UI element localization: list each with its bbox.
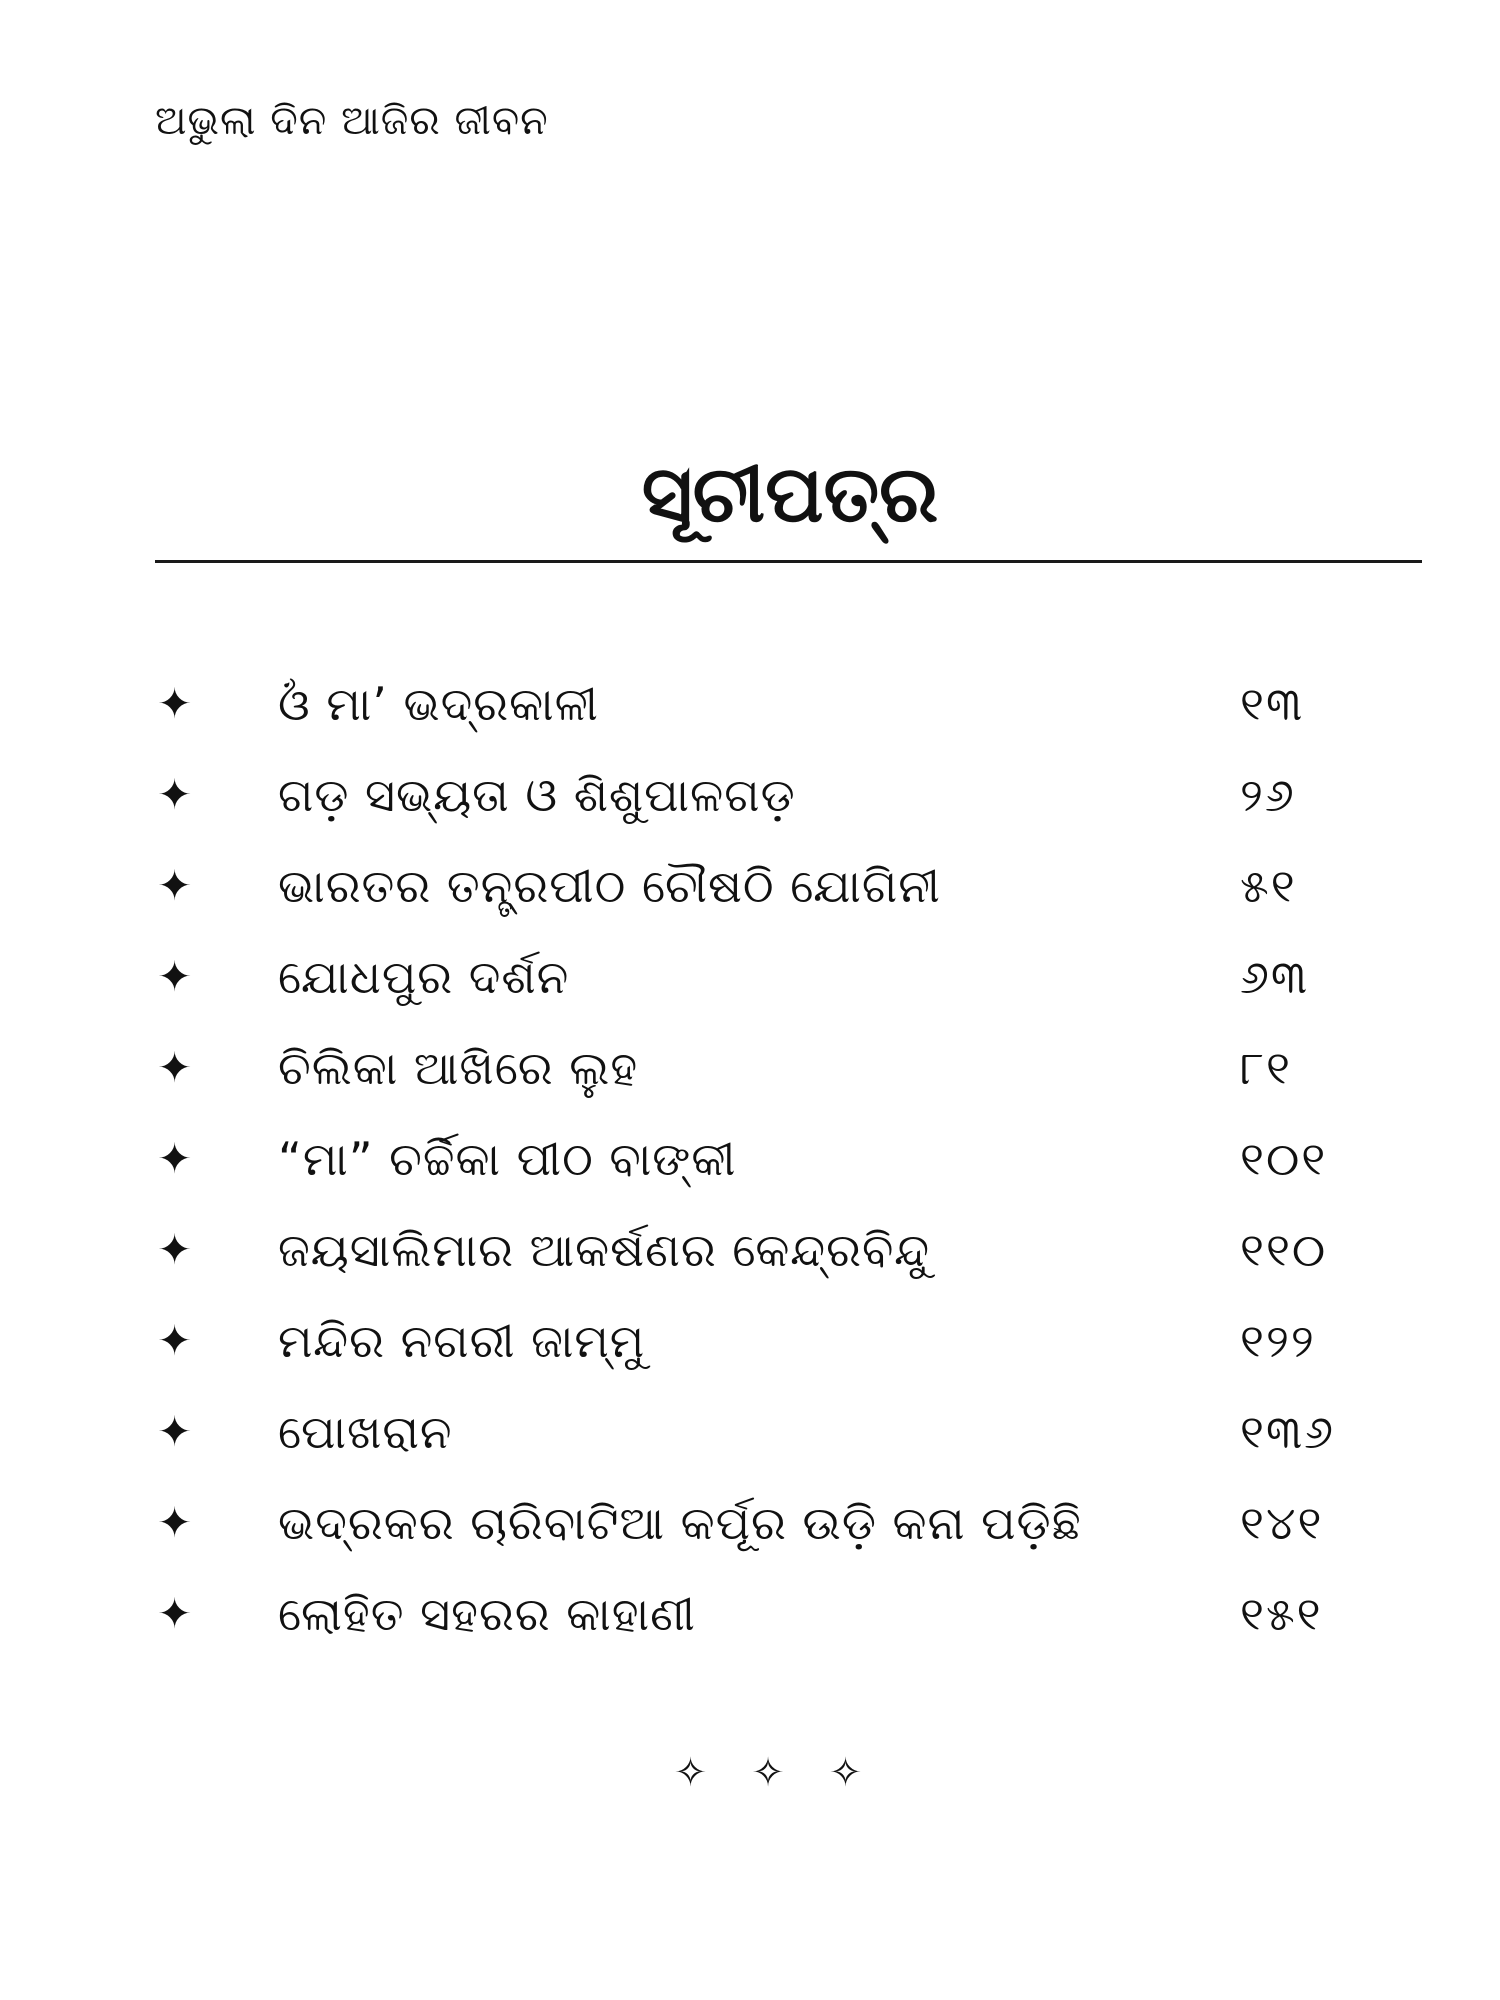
- star-bullet-icon: ✦: [157, 861, 193, 910]
- toc-entry-page: ୧୩: [1240, 677, 1305, 731]
- toc-entry-page: ୮୧: [1240, 1041, 1292, 1095]
- toc-entry[interactable]: [0, 756, 1500, 847]
- star-bullet-icon: ✦: [157, 1225, 193, 1274]
- toc-entry-title: ଭଦ୍ରକର ଚାରିବାଟିଆ କର୍ପୂର ଉଡ଼ି କନା ପଡ଼ିଛି: [278, 1496, 1082, 1550]
- toc-entry[interactable]: [0, 1393, 1500, 1484]
- star-bullet-icon: ✦: [157, 1407, 193, 1456]
- toc-entry[interactable]: [0, 1211, 1500, 1302]
- toc-entry-title: ଜୟସାଲିମାର ଆକର୍ଷଣର କେନ୍ଦ୍ରବିନ୍ଦୁ: [278, 1223, 931, 1277]
- toc-entry-title: ମନ୍ଦିର ନଗରୀ ଜାମ୍ମୁ: [278, 1314, 646, 1368]
- toc-entry[interactable]: [0, 665, 1500, 756]
- toc-entry[interactable]: [0, 1302, 1500, 1393]
- page-title: ସୂଚୀପତ୍ର: [641, 450, 939, 540]
- toc-entry-page: ୬୩: [1240, 950, 1310, 1004]
- toc-entry[interactable]: [0, 938, 1500, 1029]
- end-ornament-icon: ✧✧✧: [673, 1750, 907, 1796]
- star-bullet-icon: ✦: [157, 770, 193, 819]
- star-bullet-icon: ✦: [157, 952, 193, 1001]
- star-bullet-icon: ✦: [157, 1498, 193, 1547]
- toc-entry-page: ୧୦୧: [1240, 1132, 1328, 1186]
- toc-entry-page: ୧୪୧: [1240, 1496, 1324, 1550]
- toc-entry[interactable]: [0, 1484, 1500, 1575]
- toc-entry-title: ଗଡ଼ ସଭ୍ୟତା ଓ ଶିଶୁପାଳଗଡ଼: [278, 768, 796, 822]
- star-bullet-icon: ✦: [157, 1316, 193, 1365]
- toc-entry-page: ୧୨୨: [1240, 1314, 1316, 1368]
- toc-entry-page: ୧୩୬: [1240, 1405, 1336, 1459]
- toc-entry-page: ୧୧୦: [1240, 1223, 1328, 1277]
- title-divider: [155, 560, 1422, 563]
- toc-entry-title: ଚିଲିକା ଆଖିରେ ଲୁହ: [278, 1041, 639, 1095]
- toc-entry-page: ୨୬: [1240, 768, 1296, 822]
- toc-entry-title: ପୋଖରାନ: [278, 1405, 453, 1459]
- star-bullet-icon: ✦: [157, 1589, 193, 1638]
- toc-entry[interactable]: [0, 1029, 1500, 1120]
- toc-entry-title: ଭାରତର ତନ୍ତ୍ରପୀଠ ଚୌଷଠି ଯୋଗିନୀ: [278, 859, 941, 913]
- toc-entry[interactable]: [0, 1120, 1500, 1211]
- toc-entry-title: ଯୋଧପୁର ଦର୍ଶନ: [278, 950, 570, 1004]
- table-of-contents: [0, 665, 1500, 1666]
- toc-entry-title: “ମା” ଚର୍ଚ୍ଚିକା ପୀଠ ବାଙ୍କୀ: [278, 1132, 737, 1186]
- running-head: ଅଭୁଲା ଦିନ ଆଜିର ଜୀବନ: [155, 98, 549, 144]
- toc-entry-page: ୫୧: [1240, 859, 1297, 913]
- toc-entry[interactable]: [0, 1575, 1500, 1666]
- toc-entry[interactable]: [0, 847, 1500, 938]
- star-bullet-icon: ✦: [157, 679, 193, 728]
- toc-entry-page: ୧୫୧: [1240, 1587, 1323, 1641]
- star-bullet-icon: ✦: [157, 1134, 193, 1183]
- toc-entry-title: ଲୋହିତ ସହରର କାହାଣୀ: [278, 1587, 696, 1641]
- toc-entry-title: ଓଁ ମା’ ଭଦ୍ରକାଳୀ: [278, 677, 599, 731]
- star-bullet-icon: ✦: [157, 1043, 193, 1092]
